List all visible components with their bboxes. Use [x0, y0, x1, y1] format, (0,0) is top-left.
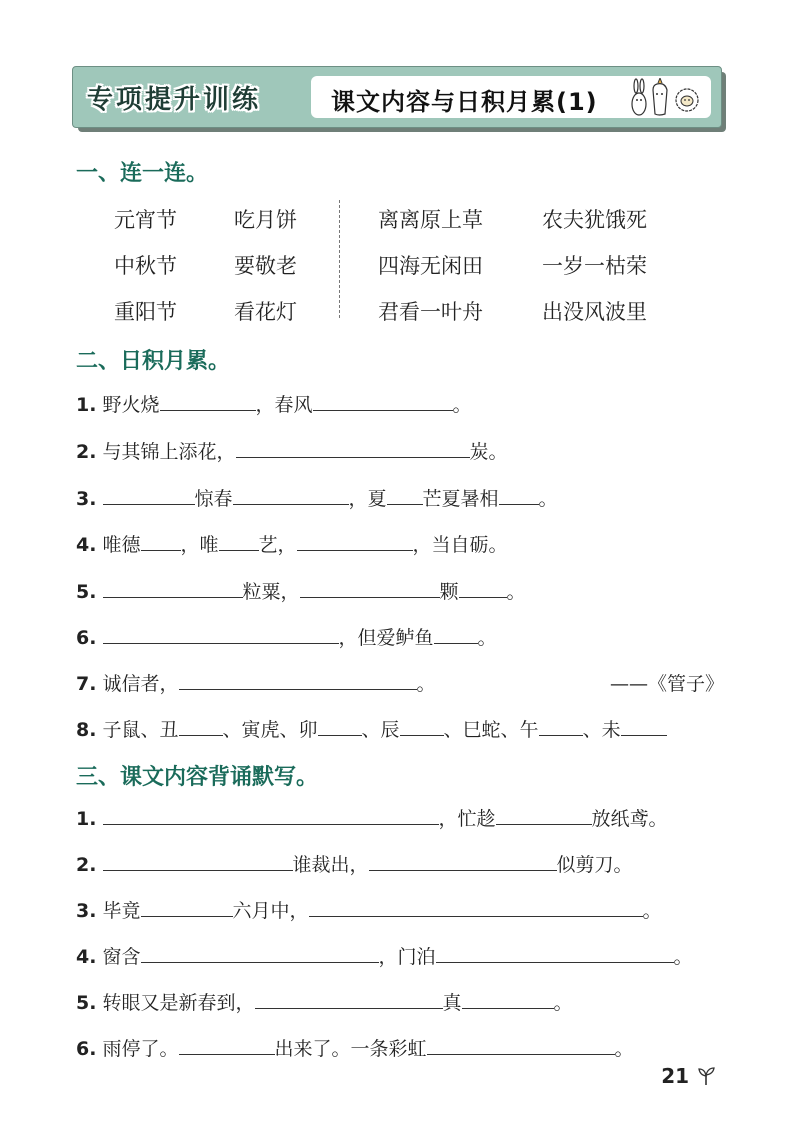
answer-blank[interactable]: [462, 990, 554, 1009]
answer-blank[interactable]: [400, 717, 444, 736]
answer-blank[interactable]: [387, 486, 423, 505]
banner-background: [72, 66, 722, 128]
answer-blank[interactable]: [103, 486, 195, 505]
answer-blank[interactable]: [309, 898, 643, 917]
custom-2[interactable]: 要敬老: [234, 254, 297, 278]
column-divider: [339, 200, 340, 318]
question-2-2: 2. 与其锦上添花， 炭。: [76, 441, 508, 463]
answer-blank[interactable]: [300, 579, 440, 598]
sprout-icon: [696, 1066, 716, 1086]
poem-line-b2[interactable]: 一岁一枯荣: [542, 254, 647, 278]
answer-blank[interactable]: [179, 717, 223, 736]
answer-blank[interactable]: [141, 532, 181, 551]
poem-line-a2[interactable]: 四海无闲田: [378, 254, 483, 278]
question-2-7: 7. 诚信者， 。: [76, 673, 436, 695]
answer-blank[interactable]: [103, 852, 293, 871]
banner-left-title: 专项提升训练: [87, 85, 262, 115]
answer-blank[interactable]: [103, 806, 439, 825]
custom-3[interactable]: 看花灯: [234, 300, 297, 324]
answer-blank[interactable]: [141, 944, 379, 963]
festival-2[interactable]: 中秋节: [114, 254, 177, 278]
question-2-3: 3. 惊春 ，夏 芒夏暑相 。: [76, 488, 558, 510]
page-number: 21: [661, 1064, 716, 1088]
answer-blank[interactable]: [427, 1036, 615, 1055]
header-banner: [72, 66, 726, 132]
mascot-illustration: [629, 78, 709, 118]
answer-blank[interactable]: [219, 532, 259, 551]
carrot-icon: [653, 78, 667, 115]
banner-right-title: 课文内容与日积月累(1): [331, 88, 598, 116]
answer-blank[interactable]: [297, 532, 413, 551]
answer-blank[interactable]: [179, 1036, 275, 1055]
question-3-5: 5. 转眼又是新春到， 真 。: [76, 992, 573, 1014]
section-2-title: 二、日积月累。: [76, 349, 231, 374]
question-2-6: 6. ，但爱鲈鱼 。: [76, 627, 497, 649]
question-3-3: 3. 毕竟 六月中， 。: [76, 900, 662, 922]
custom-1[interactable]: 吃月饼: [234, 208, 297, 232]
answer-blank[interactable]: [434, 625, 478, 644]
question-3-1: 1. ，忙趁 放纸鸢。: [76, 808, 668, 830]
answer-blank[interactable]: [103, 579, 243, 598]
question-2-4: 4. 唯德 ，唯 艺， ，当自砺。: [76, 534, 508, 556]
rabbit-icon: [632, 79, 646, 115]
answer-blank[interactable]: [160, 392, 256, 411]
banner-title-box: [311, 76, 711, 118]
festival-1[interactable]: 元宵节: [114, 208, 177, 232]
answer-blank[interactable]: [318, 717, 362, 736]
answer-blank[interactable]: [459, 579, 507, 598]
poem-line-a3[interactable]: 君看一叶舟: [378, 300, 483, 324]
question-3-4: 4. 窗含 ，门泊 。: [76, 946, 693, 968]
answer-blank[interactable]: [499, 486, 539, 505]
answer-blank[interactable]: [496, 806, 592, 825]
answer-blank[interactable]: [255, 990, 443, 1009]
poem-line-b3[interactable]: 出没风波里: [542, 300, 647, 324]
answer-blank[interactable]: [236, 439, 470, 458]
answer-blank[interactable]: [179, 671, 417, 690]
answer-blank[interactable]: [621, 717, 667, 736]
question-3-2: 2. 谁裁出， 似剪刀。: [76, 854, 633, 876]
answer-blank[interactable]: [233, 486, 349, 505]
quote-source: ——《管子》: [610, 673, 725, 695]
section-1-title: 一、连一连。: [76, 161, 209, 186]
answer-blank[interactable]: [539, 717, 583, 736]
question-2-8: 8. 子鼠、丑 、寅虎、卯 、辰 、巳蛇、午 、未: [76, 715, 667, 742]
answer-blank[interactable]: [313, 392, 453, 411]
answer-blank[interactable]: [436, 944, 674, 963]
sheep-icon: [676, 89, 698, 111]
question-2-5: 5. 粒粟， 颗 。: [76, 581, 526, 603]
section-3-title: 三、课文内容背诵默写。: [76, 765, 319, 790]
question-3-6: 6. 雨停了。 出来了。一条彩虹 。: [76, 1038, 634, 1060]
question-2-1: 1. 野火烧 ，春风 。: [76, 394, 472, 416]
answer-blank[interactable]: [369, 852, 557, 871]
poem-line-a1[interactable]: 离离原上草: [378, 208, 483, 232]
poem-line-b1[interactable]: 农夫犹饿死: [542, 208, 647, 232]
answer-blank[interactable]: [103, 625, 339, 644]
festival-3[interactable]: 重阳节: [114, 300, 177, 324]
answer-blank[interactable]: [141, 898, 233, 917]
